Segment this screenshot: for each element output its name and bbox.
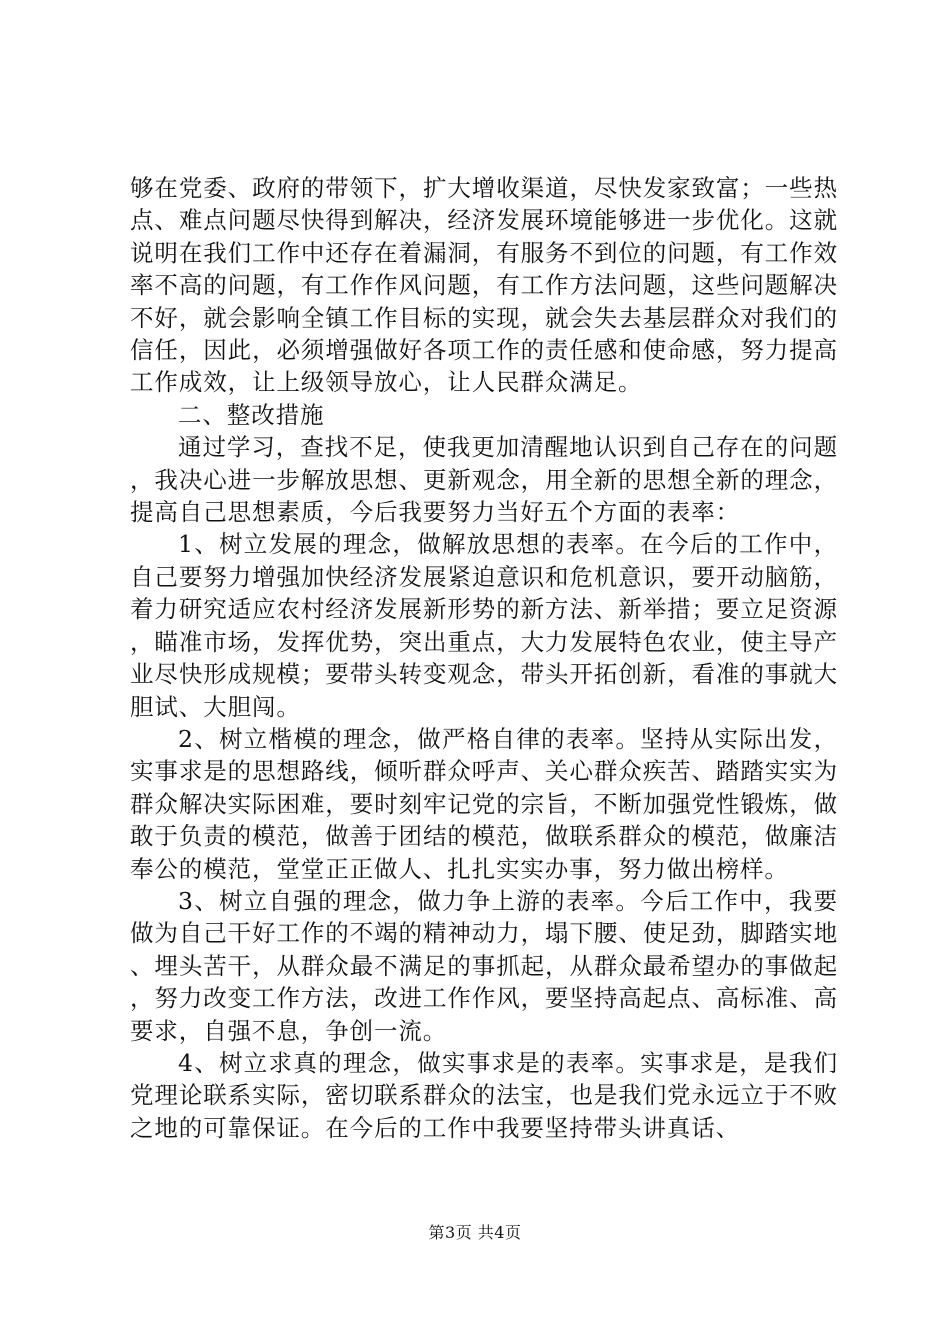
paragraph-item-3: 3、树立自强的理念，做力争上游的表率。今后工作中，我要做为自己干好工作的不竭的精神动力，塌下腰、使足劲，脚踏实地、埋头苦干，从群众最不满足的事抓起，从群众最希望办的事做起，努力改变工作方法，改进工作作风，要坚持高起点、高标准、高要求，自强不息，争创一流。 bbox=[130, 886, 838, 1045]
paragraph-item-4: 4、树立求真的理念，做实事求是的表率。实事求是，是我们党理论联系实际，密切联系群众的法宝，也是我们党永远立于不败之地的可靠保证。在今后的工作中我要坚持带头讲真话、 bbox=[130, 1048, 838, 1142]
document-body bbox=[130, 172, 838, 1144]
paragraph-continuation: 够在党委、政府的带领下，扩大增收渠道，尽快发家致富；一些热点、难点问题尽快得到解决，经济发展环境能够进一步优化。这就说明在我们工作中还存在着漏洞，有服务不到位的问题，有工作效率不高的问题，有工作作风问题，有工作方法问题，这些问题解决不好，就会影响全镇工作目标的实现，就会失去基层群众对我们的信任，因此，必须增强做好各项工作的责任感和使命感，努力提高工作成效，让上级领导放心，让人民群众满足。 bbox=[130, 174, 838, 397]
page-footer bbox=[0, 1220, 950, 1243]
paragraph-item-1: 1、树立发展的理念，做解放思想的表率。在今后的工作中，自己要努力增强加快经济发展紧迫意识和危机意识，要开动脑筋，着力研究适应农村经济发展新形势的新方法、新举措；要立足资源，瞄准市场，发挥优势，突出重点，大力发展特色农业，使主导产业尽快形成规模；要带头转变观念，带头开拓创新，看准的事就大胆试、大胆闯。 bbox=[130, 530, 838, 721]
paragraph-item-2: 2、树立楷模的理念，做严格自律的表率。坚持从实际出发，实事求是的思想路线，倾听群众呼声、关心群众疾苦、踏踏实实为群众解决实际困难，要时刻牢记党的宗旨，不断加强党性锻炼，做敢于负责的模范，做善于团结的模范，做联系群众的模范，做廉洁奉公的模范，堂堂正正做人、扎扎实实办事，努力做出榜样。 bbox=[130, 724, 838, 883]
paragraph-intro: 通过学习，查找不足，使我更加清醒地认识到自己存在的问题，我决心进一步解放思想、更新观念，用全新的思想全新的理念，提高自己思想素质，今后我要努力当好五个方面的表率： bbox=[130, 433, 838, 527]
section-heading-rectification: 二、整改措施 bbox=[178, 400, 325, 429]
page-number: 第3页 共4页 bbox=[428, 1223, 522, 1242]
